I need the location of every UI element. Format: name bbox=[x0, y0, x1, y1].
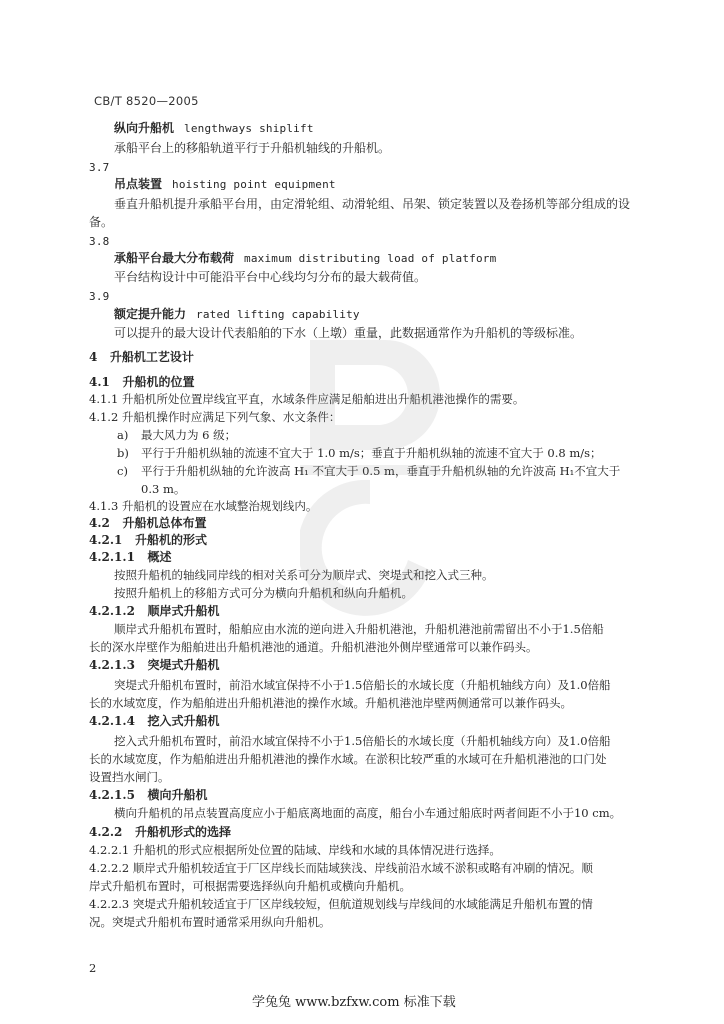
term-3-7-definition-line2: 备。 bbox=[89, 215, 114, 229]
section-4-2-1-1-number: 4.2.1.1 bbox=[89, 550, 135, 564]
term-3-7-definition-line1: 垂直升船机提升承船平台用，由定滑轮组、动滑轮组、吊架、锁定装置以及卷扬机等部分组成的设 bbox=[114, 197, 631, 211]
term-3-8-definition: 平台结构设计中可能沿平台中心线均匀分布的最大载荷值。 bbox=[114, 270, 427, 284]
term-3-8-heading bbox=[114, 251, 496, 266]
term-3-8-en: maximum distributing load of platform bbox=[244, 252, 497, 265]
clause-4-1-1: 4.1.1 升船机所处位置岸线宜平直，水域条件应满足船舶进出升船机港池操作的需要。 bbox=[89, 392, 525, 406]
clause-4-2-1-4-line3: 设置挡水闸门。 bbox=[89, 770, 170, 784]
list-item-b: 平行于升船机纵轴的流速不宜大于 1.0 m/s；垂直于升船机纵轴的流速不宜大于 0.8 m/s； bbox=[141, 446, 602, 460]
clause-4-2-2-2-line2: 岸式升船机布置时，可根据需要选择纵向升船机或横向升船机。 bbox=[89, 879, 411, 893]
term-3-6-en: lengthways shiplift bbox=[184, 122, 314, 135]
clause-4-2-1-1-para2: 按照升船机上的移船方式可分为横向升船机和纵向升船机。 bbox=[114, 586, 413, 600]
section-4-2-1-2-heading bbox=[89, 604, 220, 619]
term-3-9-definition: 可以提升的最大设计代表船舶的下水（上墩）重量，此数据通常作为升船机的等级标准。 bbox=[114, 326, 583, 340]
clause-4-1-3: 4.1.3 升船机的设置应在水域整治规划线内。 bbox=[89, 499, 318, 513]
section-4-2-1-number: 4.2.1 bbox=[89, 533, 123, 547]
clause-4-2-1-4-line2: 长的水域宽度，作为船舶进出升船机港池的操作水域。在淤积比较严重的水域可在升船机港池的口门处 bbox=[89, 752, 607, 766]
clause-4-2-2-3-line1: 4.2.2.3 突堤式升船机较适宜于厂区岸线较短，但航道规划线与岸线间的水域能满足升船机布置的情 bbox=[89, 897, 593, 911]
section-4-2-1-2-title: 顺岸式升船机 bbox=[147, 604, 220, 618]
section-4-2-1-title: 升船机的形式 bbox=[134, 533, 207, 547]
site-footer: 学兔兔 www.bzfxw.com 标准下载 bbox=[252, 995, 456, 1010]
clause-4-1-2: 4.1.2 升船机操作时应满足下列气象、水文条件： bbox=[89, 410, 341, 424]
section-4-2-title: 升船机总体布置 bbox=[122, 516, 207, 530]
list-item-a-marker: a) bbox=[117, 428, 129, 442]
clause-4-2-1-3-line2: 长的水域宽度，作为船舶进出升船机港池的操作水域。升船机港池岸壁两侧通常可以兼作码头。 bbox=[89, 696, 572, 710]
list-item-b-marker: b) bbox=[117, 446, 129, 460]
clause-number-3-9: 3.9 bbox=[89, 290, 110, 303]
list-item-c-line2: 0.3 m。 bbox=[141, 482, 186, 496]
section-4-2-1-1-title: 概述 bbox=[147, 550, 172, 564]
section-4-2-1-5-number: 4.2.1.5 bbox=[89, 788, 135, 802]
clause-4-2-1-1-para1: 按照升船机的轴线同岸线的相对关系可分为顺岸式、突堤式和挖入式三种。 bbox=[114, 568, 494, 582]
clause-number-3-8: 3.8 bbox=[89, 235, 110, 248]
term-3-6-heading bbox=[114, 121, 314, 136]
clause-4-2-1-3-line1: 突堤式升船机布置时，前沿水域宜保持不小于1.5倍船长的水域长度（升船机轴线方向）及1.0倍船 bbox=[114, 678, 611, 692]
section-4-2-number: 4.2 bbox=[89, 516, 110, 530]
section-4-1-heading bbox=[89, 375, 194, 390]
term-3-7-heading bbox=[114, 177, 336, 192]
term-3-9-en: rated lifting capability bbox=[196, 308, 360, 321]
section-4-title: 升船机工艺设计 bbox=[109, 350, 194, 364]
section-4-2-2-heading bbox=[89, 825, 231, 840]
section-4-2-2-number: 4.2.2 bbox=[89, 825, 123, 839]
section-4-2-heading bbox=[89, 516, 206, 531]
section-4-2-1-1-heading bbox=[89, 550, 172, 565]
page-number: 2 bbox=[89, 961, 97, 975]
term-3-6-definition: 承船平台上的移船轨道平行于升船机轴线的升船机。 bbox=[114, 141, 391, 155]
section-4-2-1-5-title: 横向升船机 bbox=[147, 788, 208, 802]
list-item-c-marker: c) bbox=[117, 464, 128, 478]
clause-4-2-1-4-line1: 挖入式升船机布置时，前沿水域宜保持不小于1.5倍船长的水域长度（升船机轴线方向）及1.0倍船 bbox=[114, 734, 611, 748]
section-4-2-1-heading bbox=[89, 533, 207, 548]
term-3-9-cn: 额定提升能力 bbox=[114, 307, 187, 321]
clause-4-2-2-3-line2: 况。突堤式升船机布置时通常采用纵向升船机。 bbox=[89, 915, 331, 929]
section-4-2-1-2-number: 4.2.1.2 bbox=[89, 604, 135, 618]
term-3-6-cn: 纵向升船机 bbox=[114, 121, 175, 135]
section-4-2-1-3-title: 突堤式升船机 bbox=[147, 658, 220, 672]
standard-code-header: CB/T 8520—2005 bbox=[94, 94, 199, 108]
list-item-c-line1: 平行于升船机纵轴的允许波高 H₁ 不宜大于 0.5 m，垂直于升船机纵轴的允许波高 H₁不宜大于 bbox=[141, 464, 621, 478]
term-3-7-en: hoisting point equipment bbox=[172, 178, 336, 191]
clause-number-3-7: 3.7 bbox=[89, 161, 110, 174]
section-4-1-number: 4.1 bbox=[89, 375, 110, 389]
section-4-2-1-3-number: 4.2.1.3 bbox=[89, 658, 135, 672]
section-4-number: 4 bbox=[89, 350, 98, 364]
clause-4-2-2-1: 4.2.2.1 升船机的形式应根据所处位置的陆域、岸线和水域的具体情况进行选择。 bbox=[89, 843, 501, 857]
list-item-a: 最大风力为 6 级； bbox=[141, 428, 237, 442]
section-4-1-title: 升船机的位置 bbox=[122, 375, 195, 389]
clause-4-2-1-2-line2: 长的深水岸壁作为船舶进出升船机港池的通道。升船机港池外侧岸壁通常可以兼作码头。 bbox=[89, 640, 538, 654]
section-4-2-1-4-title: 挖入式升船机 bbox=[147, 714, 220, 728]
term-3-9-heading bbox=[114, 307, 360, 322]
section-4-2-1-4-heading bbox=[89, 714, 220, 729]
section-4-heading bbox=[89, 350, 194, 365]
clause-4-2-1-2-line1: 顺岸式升船机布置时，船舶应由水流的逆向进入升船机港池，升船机港池前需留出不小于1.5倍船 bbox=[114, 622, 604, 636]
section-4-2-1-3-heading bbox=[89, 658, 220, 673]
section-4-2-1-4-number: 4.2.1.4 bbox=[89, 714, 135, 728]
clause-4-2-2-2-line1: 4.2.2.2 顺岸式升船机较适宜于厂区岸线长而陆域狭浅、岸线前沿水域不淤积或略有冲刷的情况。顺 bbox=[89, 861, 593, 875]
term-3-8-cn: 承船平台最大分布载荷 bbox=[114, 251, 235, 265]
section-4-2-2-title: 升船机形式的选择 bbox=[134, 825, 231, 839]
section-4-2-1-5-heading bbox=[89, 788, 208, 803]
clause-4-2-1-5-para: 横向升船机的吊点装置高度应小于船底离地面的高度，船台小车通过船底时两者间距不小于10 cm。 bbox=[114, 806, 622, 820]
term-3-7-cn: 吊点装置 bbox=[114, 177, 163, 191]
